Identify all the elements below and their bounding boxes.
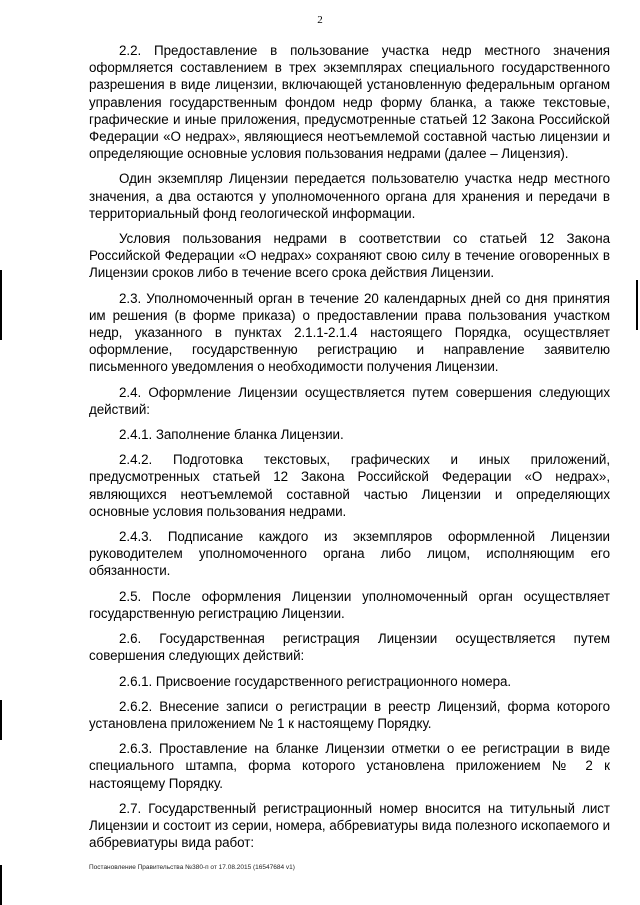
paragraph-2-4-3: 2.4.3. Подписание каждого из экземпляров оформленной Лицензии руководителем уполномоченного органа либо лицом, исполняющим его обязанности. [89,529,610,579]
paragraph-2-5: 2.5. После оформления Лицензии уполномоченный орган осуществляет государственную регистрацию Лицензии. [89,588,610,621]
scan-edge-mark [0,270,2,340]
paragraph-2-6: 2.6. Государственная регистрация Лицензии осуществляется путем совершения следующих действий: [89,631,610,664]
paragraph-usage-conditions: Условия пользования недрами в соответствии со статьей 12 Закона Российской Федерации «О недрах» сохраняют свою силу в течение оговоренных в Лицензии сроков либо в течение всего срока действия Лицензии. [89,231,610,281]
paragraph-2-4-2: 2.4.2. Подготовка текстовых, графических и иных приложений, предусмотренных статьей 12 Закона Российской Федерации «О недрах», являющихся неотъемлемой составной частью Лицензии и определяющих основные условия пользования недрами. [89,452,610,519]
paragraph-2-3: 2.3. Уполномоченный орган в течение 20 календарных дней со дня принятия им решения (в форме приказа) о предоставлении права пользования участком недр, указанного в пунктах 2.1.1-2.1.4 настоящего Порядка, осуществляет оформление, государственную регистрацию и направление заявителю письменного уведомления о необходимости получения Лицензии. [89,290,610,375]
document-footer: Постановление Правительства №380-п от 17.08.2015 (16547684 v1) [89,864,295,871]
paragraph-2-2: 2.2. Предоставление в пользование участка недр местного значения оформляется составлением в трех экземплярах специального государственного разрешения в виде лицензии, включающей установленную федеральным органом управления государственным фондом недр форму бланка, а также текстовые, графические и иные приложения, предусмотренные статьей 12 Закона Российской Федерации «О недрах», являющиеся неотъемлемой составной частью лицензии и определяющие основные условия пользования недрами (далее – Лицензия). [89,43,610,162]
paragraph-2-4: 2.4. Оформление Лицензии осуществляется путем совершения следующих действий: [89,384,610,417]
paragraph-2-6-3: 2.6.3. Проставление на бланке Лицензии отметки о ее регистрации в виде специального штампа, форма которого установлена приложением № 2 к настоящему Порядку. [89,741,610,791]
paragraph-2-7: 2.7. Государственный регистрационный номер вносится на титульный лист Лицензии и состоит из серии, номера, аббревиатуры вида полезного ископаемого и аббревиатуры вида работ: [89,800,610,851]
paragraph-2-6-2: 2.6.2. Внесение записи о регистрации в реестр Лицензий, форма которого установлена приложением № 1 к настоящему Порядку. [89,698,610,731]
paragraph-2-6-1: 2.6.1. Присвоение государственного регистрационного номера. [119,673,512,689]
page-number: 2 [317,14,323,26]
scan-edge-mark [636,280,638,330]
paragraph-2-4-1: 2.4.1. Заполнение бланка Лицензии. [119,427,344,443]
document-body [89,42,610,859]
paragraph-license-copies: Один экземпляр Лицензии передается пользователю участка недр местного значения, а два остаются у уполномоченного органа для хранения и передачи в территориальный фонд геологической информации. [89,171,610,221]
scan-edge-mark [0,865,2,905]
scan-edge-mark [0,700,2,740]
